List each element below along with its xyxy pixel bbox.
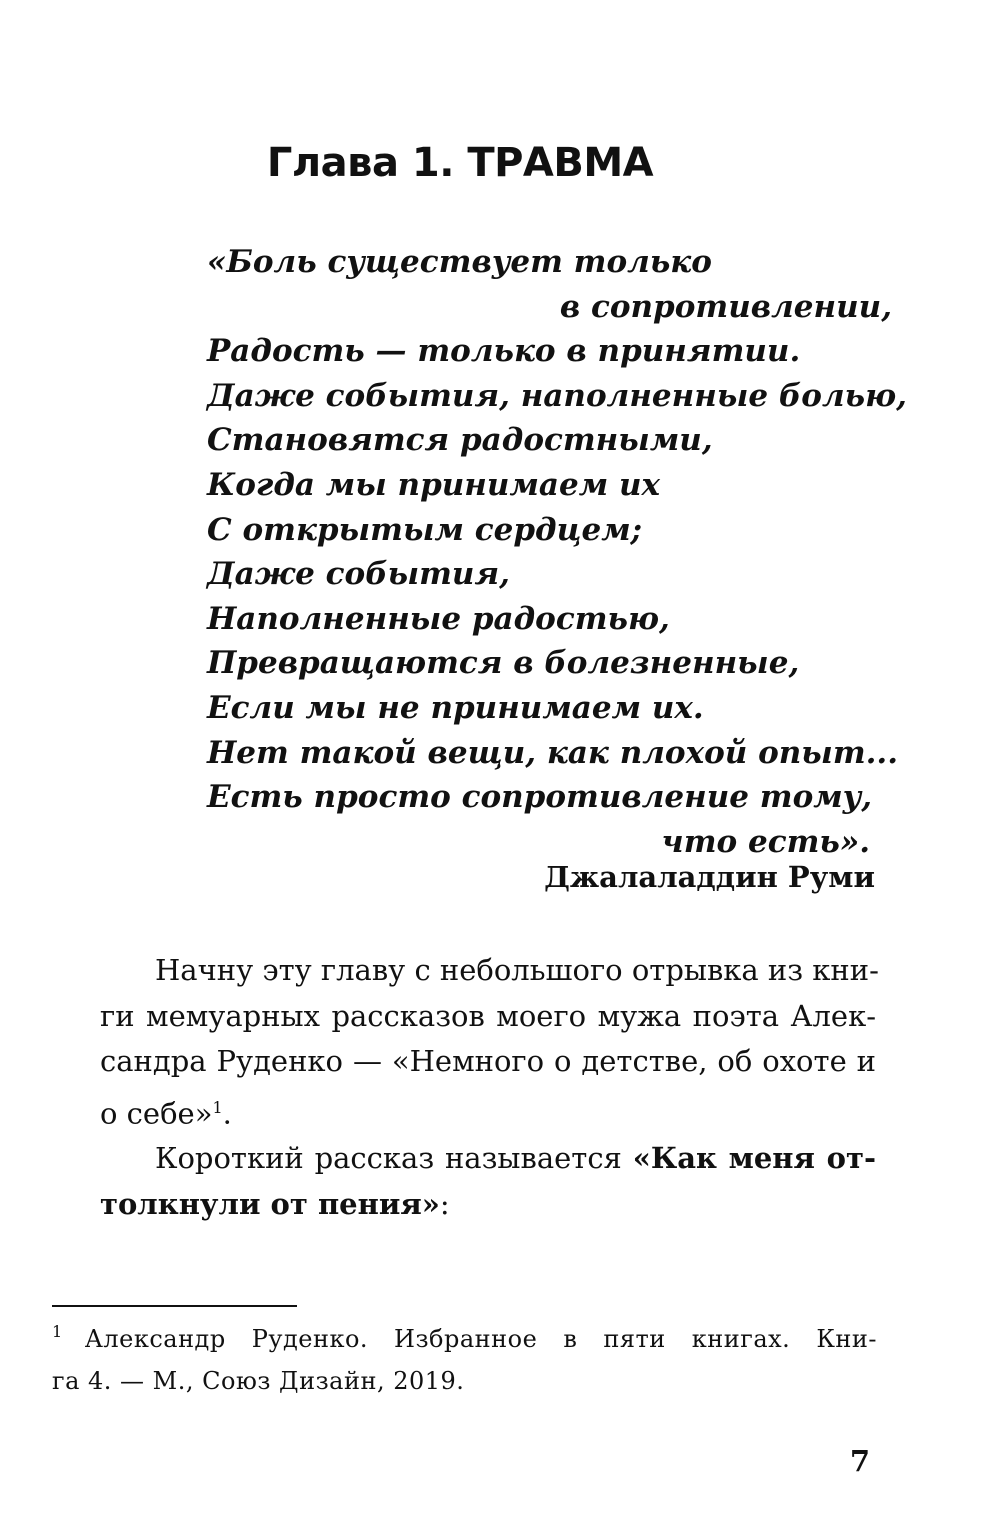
footnote-ref[interactable]: 1 bbox=[212, 1097, 223, 1117]
epigraph-line: «Боль существует только bbox=[207, 244, 712, 280]
epigraph-line: Если мы не принимаем их. bbox=[207, 689, 704, 726]
footnote-line bbox=[52, 1318, 877, 1360]
footnote-divider bbox=[52, 1305, 297, 1307]
body-text bbox=[100, 948, 879, 1227]
epigraph-author: Джалаладдин Руми bbox=[544, 860, 875, 894]
paragraph-line bbox=[100, 1085, 876, 1131]
epigraph-line: Радость — только в принятии. bbox=[207, 333, 801, 370]
paragraph-line bbox=[100, 1136, 876, 1182]
chapter-title: Глава 1. ТРАВМА bbox=[266, 140, 654, 186]
footnote bbox=[52, 1318, 877, 1402]
punctuation: . bbox=[222, 1096, 232, 1131]
epigraph-line: Нет такой вещи, как плохой опыт... bbox=[207, 734, 899, 771]
paragraph-line: сандра Руденко — «Немного о детстве, об охоте и bbox=[100, 1044, 876, 1078]
epigraph-line: С открытым сердцем; bbox=[207, 511, 643, 548]
epigraph-line: в сопротивлении, bbox=[559, 288, 892, 325]
epigraph-line: что есть». bbox=[661, 823, 870, 860]
epigraph-line: Наполненные радостью, bbox=[207, 600, 670, 637]
paragraph-line: Начну эту главу с небольшого отрывка из кни- bbox=[155, 953, 879, 987]
paragraph-text: о себе» bbox=[100, 1096, 213, 1131]
epigraph-line: Становятся радостными, bbox=[207, 422, 713, 459]
epigraph-line: Даже события, наполненные болью, bbox=[207, 377, 907, 414]
punctuation: : bbox=[439, 1186, 450, 1221]
bold-title: толкнули от пения» bbox=[100, 1186, 440, 1221]
epigraph-line: Превращаются в болезненные, bbox=[207, 645, 800, 682]
epigraph bbox=[207, 240, 907, 864]
paragraph-line: ги мемуарных рассказов моего мужа поэта Алек- bbox=[100, 998, 876, 1033]
footnote-text: Александр Руденко. Избранное в пяти книгах. Кни- bbox=[84, 1325, 877, 1353]
epigraph-line: Есть просто сопротивление тому, bbox=[207, 779, 873, 816]
footnote-number: 1 bbox=[52, 1322, 63, 1341]
paragraph-text: Короткий рассказ называется bbox=[155, 1141, 633, 1175]
epigraph-line: Даже события, bbox=[207, 556, 510, 593]
page-number: 7 bbox=[849, 1444, 870, 1478]
bold-title: «Как меня от- bbox=[632, 1141, 876, 1175]
epigraph-line: Когда мы принимаем их bbox=[207, 466, 661, 503]
paragraph-line bbox=[100, 1182, 876, 1228]
footnote-line: га 4. — М., Союз Дизайн, 2019. bbox=[52, 1367, 465, 1395]
